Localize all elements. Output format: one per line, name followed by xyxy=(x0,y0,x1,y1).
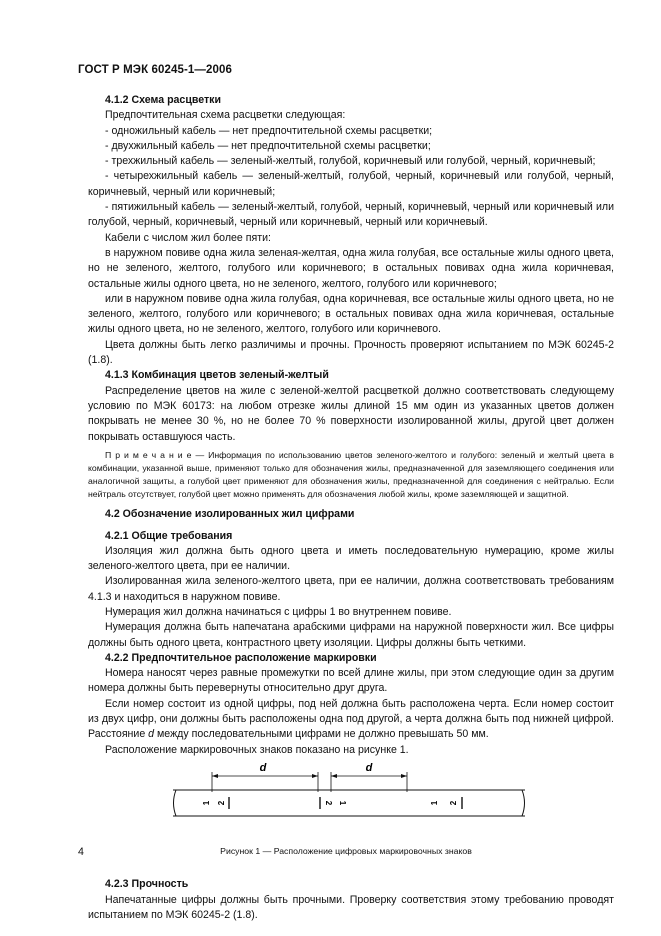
paragraph: Нумерация должна быть напечатана арабскими цифрами на наружной поверхности жил. Все цифры должны быть одного цвета, контрастного цвету изоляции. Цифры должны быть четкими. xyxy=(88,621,614,649)
document-body xyxy=(88,93,614,923)
text-run: Если номер состоит из одной цифры, под ней должна быть расположена черта. Если номер состоит из двух цифр, они должны быть расположены одна под другой, а черта должна быть под нижней цифрой. Расстояние xyxy=(88,697,614,741)
cable-right-end xyxy=(522,790,525,816)
marking-digit: 2 xyxy=(449,800,458,806)
note: П р и м е ч а н и е — Информация по использованию цветов зеленого-желтого и голубого: зеленый и желтый цвета в комбинации, указанной выше, применяют только для обозначения жилы, предназначенной для заземляющего соединения или аналогичной защиты, а голубой цвет применяют для обозначения жилы, предназначенной для соединения с нейтралью. Если нейтраль отсутствует, голубой цвет можно применять для обозначения любой жилы, кроме заземляющей и защитной. xyxy=(88,449,614,500)
paragraph: в наружном повиве одна жила зеленая-желтая, одна жила голубая, все остальные жилы одного цвета, но не зеленого, желтого, голубого или коричневого; в остальных повивах одна жила коричневая, остальные жилы одного цвета, но не зеленого, желтого, голубого или коричневого; xyxy=(88,246,614,290)
figure-1 xyxy=(88,760,614,838)
paragraph: Номера наносят через равные промежутки по всей длине жилы, при этом следующие один за другим номера должны быть перевернуты относительно друг друга. xyxy=(88,667,614,695)
list-item: - двухжильный кабель — нет предпочтительной схемы расцветки; xyxy=(105,139,431,152)
marking-digit: 2 xyxy=(324,800,333,806)
marking-digit: 2 xyxy=(217,800,226,806)
marking-digit: 1 xyxy=(202,800,211,806)
paragraph: Кабели с числом жил более пяти: xyxy=(105,231,271,244)
section-4-2-1-title: 4.2.1 Общие требования xyxy=(105,529,233,542)
core-marking-diagram xyxy=(173,760,533,838)
paragraph: или в наружном повиве одна жила голубая, одна коричневая, все остальные жилы одного цвета, но не зеленого, желтого, голубого или коричневого; в остальных повивах одна жила коричневая, остальные жилы одного цвета, но не зеленого, желтого, голубого или коричневого. xyxy=(88,292,614,336)
section-4-2-title: 4.2 Обозначение изолированных жил цифрами xyxy=(105,508,355,521)
paragraph: Расположение маркировочных знаков показано на рисунке 1. xyxy=(105,743,409,756)
paragraph: Предпочтительная схема расцветки следующая: xyxy=(105,109,346,122)
paragraph: Изолированная жила зеленого-желтого цвета, при ее наличии, должна соответствовать требованиям 4.1.3 и находиться в наружном повиве. xyxy=(88,575,614,603)
dim-label-d: d xyxy=(259,761,267,774)
variable-d: d xyxy=(148,728,155,741)
list-item: - пятижильный кабель — зеленый-желтый, голубой, черный, коричневый, черный или коричневый или голубой, черный, коричневый, черный или коричневый, черный или коричневый. xyxy=(88,201,614,229)
cable-left-end xyxy=(174,790,177,816)
list-item: - трехжильный кабель — зеленый-желтый, голубой, коричневый или голубой, черный, коричневый; xyxy=(105,155,596,168)
list-item: - одножильный кабель — нет предпочтительной схемы расцветки; xyxy=(105,124,433,137)
figure-caption: Рисунок 1 — Расположение цифровых маркировочных знаков xyxy=(220,845,472,856)
marking-digit: 1 xyxy=(338,800,347,806)
section-4-1-3-title: 4.1.3 Комбинация цветов зеленый-желтый xyxy=(105,369,329,382)
list-item: - четырехжильный кабель — зеленый-желтый, голубой, черный, коричневый или голубой, черный, коричневый, черный или коричневый; xyxy=(88,170,614,198)
paragraph: Цвета должны быть легко различимы и прочны. Прочность проверяют испытанием по МЭК 60245-2 (1.8). xyxy=(88,338,614,367)
text-run: между последовательными цифрами не должно превышать 50 мм. xyxy=(154,728,489,741)
marking-digit: 1 xyxy=(430,800,439,806)
paragraph: Нумерация жил должна начинаться с цифры 1 во внутреннем повиве. xyxy=(105,605,452,618)
paragraph: Напечатанные цифры должны быть прочными. Проверку соответствия этому требованию проводят испытанием по МЭК 60245-2 (1.8). xyxy=(88,893,614,921)
paragraph xyxy=(88,697,614,743)
document-header: ГОСТ Р МЭК 60245-1—2006 xyxy=(78,64,232,76)
paragraph: Изоляция жил должна быть одного цвета и иметь последовательную нумерацию, кроме жилы зеленого-желтого цвета, при ее наличии. xyxy=(88,544,614,573)
section-4-2-3-title: 4.2.3 Прочность xyxy=(105,878,189,891)
dim-label-d: d xyxy=(365,761,373,774)
section-4-1-2-title: 4.1.2 Схема расцветки xyxy=(105,94,221,106)
paragraph: Распределение цветов на жиле с зеленой-желтой расцветкой должно соответствовать следующему условию по МЭК 60173: на любом отрезке жилы длиной 15 мм один из указанных цветов должен покрывать не менее 30 %, но не более 70 % поверхности изолированной жилы, другой цвет должен покрывать оставшуюся часть. xyxy=(88,384,614,443)
page-number: 4 xyxy=(78,846,84,858)
section-4-2-2-title: 4.2.2 Предпочтительное расположение маркировки xyxy=(105,651,377,664)
